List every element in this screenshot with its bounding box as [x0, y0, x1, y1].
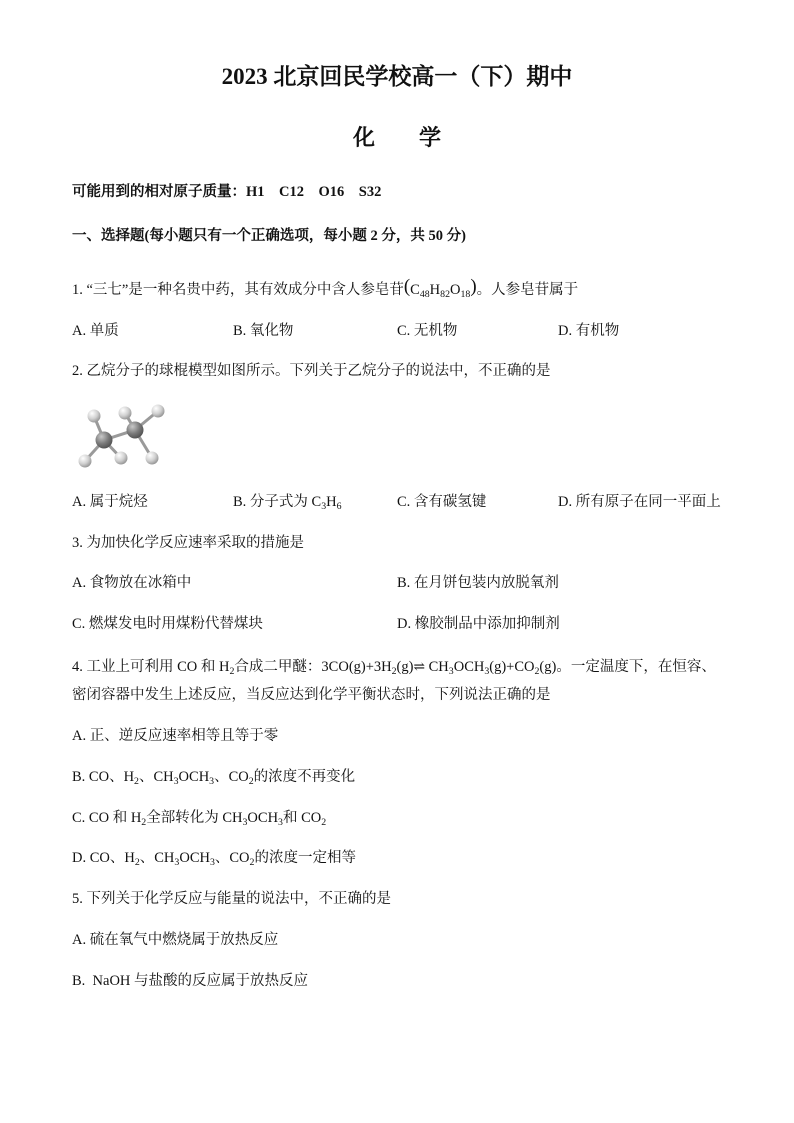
text-run: H [326, 494, 337, 510]
text-run: 的浓度一定相等 [254, 850, 356, 866]
subscript: 2 [249, 856, 255, 868]
subscript: 2 [134, 775, 139, 787]
question-4-option-d [72, 848, 356, 868]
text-run: (g)+CO [489, 659, 535, 675]
text-run: OCH [179, 850, 210, 866]
question-3-option-d: D. 橡胶制品中添加抑制剂 [397, 616, 560, 632]
question-4-option-c [72, 808, 326, 828]
hydrogen-atom [119, 407, 132, 420]
question-1-stem [72, 275, 579, 300]
text-run: 4. 工业上可利用 CO 和 H [72, 659, 230, 675]
subscript: 18 [460, 288, 471, 300]
question-3-option-c: C. 燃煤发电时用煤粉代替煤块 [72, 616, 263, 632]
subscript: 3 [278, 816, 283, 828]
question-2-stem: 2. 乙烷分子的球棍模型如图所示。下列关于乙烷分子的说法中，不正确的是 [72, 363, 551, 379]
carbon-atom [96, 432, 113, 449]
question-4-option-a: A. 正、逆反应速率相等且等于零 [72, 728, 279, 744]
subscript: 3 [484, 665, 490, 677]
question-2-option-a: A. 属于烷烃 [72, 494, 148, 510]
text-run: (g)。一定温度下，在恒容、 [539, 659, 716, 675]
text-run: C [410, 282, 420, 298]
exam-title: 2023 北京回民学校高一（下）期中 [221, 64, 573, 89]
carbon-atom [127, 422, 144, 439]
subscript: 6 [336, 500, 342, 512]
question-1-option-b: B. 氧化物 [233, 323, 294, 339]
question-1-option-d: D. 有机物 [558, 323, 620, 339]
subscript: 2 [391, 665, 397, 677]
reversible-arrow-symbol: ⇌ [413, 659, 426, 674]
question-4-stem-line-1 [72, 657, 716, 677]
question-1-option-a: A. 单质 [72, 323, 119, 339]
hydrogen-atom [115, 452, 128, 465]
text-run: 。人参皂苷属于 [476, 282, 579, 298]
question-2-option-c: C. 含有碳氢键 [397, 494, 487, 510]
text-run: O [450, 282, 461, 298]
text-run: OCH [453, 659, 485, 675]
subscript: 3 [173, 775, 179, 787]
question-3-option-a: A. 食物放在冰箱中 [72, 575, 192, 591]
text-run: 的浓度不再变化 [253, 769, 356, 785]
question-2-option-b [233, 492, 342, 512]
text-run: OCH [247, 810, 279, 826]
text-run: 合成二甲醚：3CO(g)+3H [234, 659, 392, 675]
ethane-ball-and-stick-figure [72, 398, 172, 476]
subscript: 3 [448, 665, 454, 677]
text-run: 和 CO [282, 810, 322, 826]
subscript: 3 [209, 856, 215, 868]
text-run: H [429, 282, 441, 298]
text-run: B. CO、H [72, 769, 135, 785]
subscript: 82 [440, 288, 450, 300]
subscript: 2 [229, 665, 235, 677]
hydrogen-atom [79, 455, 92, 468]
subscript: 2 [134, 856, 140, 868]
subject-heading: 化 学 [352, 125, 441, 150]
formula-paren: ) [470, 275, 477, 297]
hydrogen-atom [146, 452, 159, 465]
text-run: CH [425, 659, 449, 675]
section-heading: 一、选择题(每小题只有一个正确选项，每小题 2 分，共 50 分) [72, 228, 466, 244]
question-2-option-d: D. 所有原子在同一平面上 [558, 494, 721, 510]
question-5-option-a: A. 硫在氧气中燃烧属于放热反应 [72, 932, 279, 948]
question-5-option-b: B. NaOH 与盐酸的反应属于放热反应 [72, 973, 309, 989]
subscript: 2 [534, 665, 540, 677]
text-run: B. 分子式为 C [233, 494, 322, 510]
text-run: D. CO、H [72, 850, 135, 866]
question-3-option-b: B. 在月饼包装内放脱氧剂 [397, 575, 559, 591]
formula-paren: ( [403, 275, 411, 297]
subscript: 2 [141, 816, 147, 828]
subscript: 3 [209, 775, 215, 787]
hydrogen-atom [152, 405, 165, 418]
subscript: 3 [321, 500, 327, 512]
text-run: C. CO 和 H [72, 810, 142, 826]
subscript: 48 [419, 288, 430, 300]
subscript: 2 [248, 775, 254, 787]
atomic-mass-note: 可能用到的相对原子质量：H1 C12 O16 S32 [72, 184, 382, 200]
question-3-stem: 3. 为加快化学反应速率采取的措施是 [72, 535, 304, 551]
hydrogen-atom [88, 410, 101, 423]
text-run: 、CH [139, 850, 175, 866]
text-run: OCH [178, 769, 210, 785]
subscript: 3 [242, 816, 248, 828]
subscript: 3 [174, 856, 180, 868]
text-run: 、CO [214, 850, 250, 866]
question-1-option-c: C. 无机物 [397, 323, 458, 339]
question-4-stem-line-2: 密闭容器中发生上述反应，当反应达到化学平衡状态时，下列说法正确的是 [72, 687, 551, 703]
question-4-option-b [72, 767, 355, 787]
question-5-stem: 5. 下列关于化学反应与能量的说法中，不正确的是 [72, 891, 391, 907]
text-run: (g) [396, 659, 414, 675]
subscript: 2 [321, 816, 327, 828]
text-run: 1. “三七”是一种名贵中药，其有效成分中含人参皂苷 [72, 282, 404, 298]
text-run: 全部转化为 CH [146, 810, 243, 826]
text-run: 、CO [214, 769, 249, 785]
text-run: 、CH [138, 769, 174, 785]
